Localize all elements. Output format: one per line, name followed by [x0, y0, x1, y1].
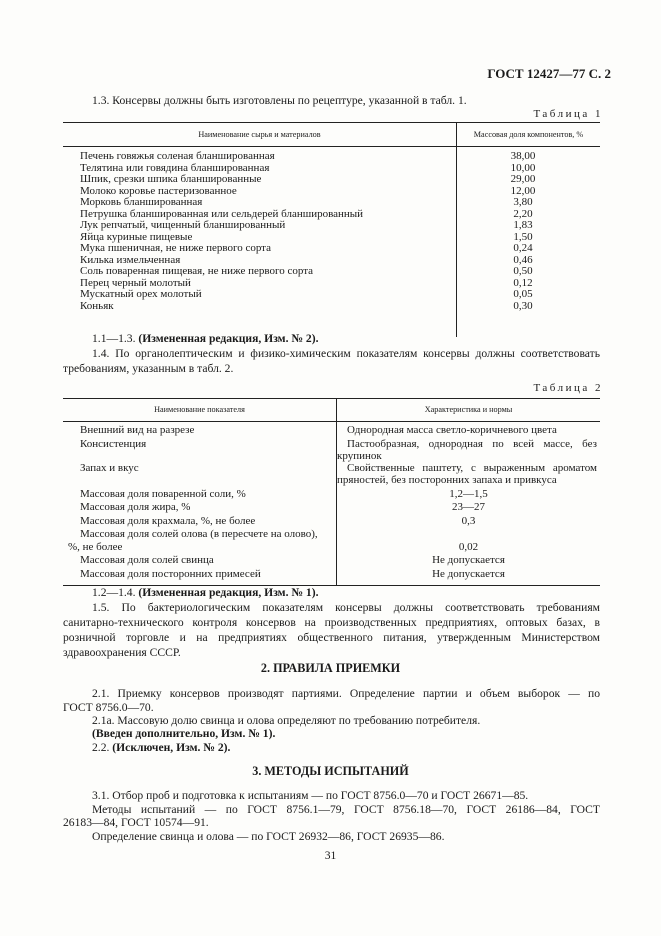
amendment-note-1-text: (Измененная редакция, Изм. № 2).	[138, 332, 319, 345]
table1-row-name: Морковь бланшированная	[80, 196, 203, 208]
table2-row-name: Массовая доля поваренной соли, %	[80, 487, 246, 500]
paragraph-2-2-number: 2.2.	[92, 741, 110, 754]
amendment-note-2-1a: (Введен дополнительно, Изм. № 1).	[92, 727, 276, 740]
table1-row-name: Шпик, срезки шпика бланшированные	[80, 173, 262, 185]
table2-row-value: Не допускается	[432, 567, 505, 580]
table1-row-value: 1,50	[513, 230, 533, 243]
table1-row-value: 12,00	[510, 184, 536, 197]
table1-row-value: 29,00	[510, 173, 536, 185]
table1-top-rule	[63, 122, 600, 123]
paragraph-2-2-text: (Исключен, Изм. № 2).	[112, 741, 231, 754]
paragraph-lead-tin: Определение свинца и олова — по ГОСТ 26932—86, ГОСТ 26935—86.	[92, 830, 445, 843]
table1-row-name: Печень говяжья соленая бланшированная	[80, 150, 275, 162]
table1-row-value: 1,83	[513, 219, 533, 231]
paragraph-1-5-line2: санитарно-технического контроля консервов на производственных предприятиях, оптовых базах, в	[63, 616, 600, 629]
table1-column-divider	[456, 122, 457, 337]
table1-row-name: Перец черный молотый	[80, 276, 191, 289]
table2-row-name: Массовая доля солей олова (в пересчете на олово),	[80, 528, 318, 540]
paragraph-methods-line2: 26183—84, ГОСТ 10574—91.	[63, 816, 209, 829]
table1-col-header-value: Массовая доля компонентов, %	[473, 130, 584, 139]
table1-row-value: 0,05	[513, 288, 533, 300]
paragraph-1-5-line1	[63, 600, 600, 615]
table1-caption: Таблица 1	[533, 108, 603, 120]
table2-col-header-value: Характеристика и нормы	[424, 405, 513, 414]
amendment-note-1	[92, 331, 318, 346]
document-header: ГОСТ 12427—77 С. 2	[487, 66, 611, 81]
section-3-title: 3. МЕТОДЫ ИСПЫТАНИЙ	[252, 764, 409, 778]
page-number: 31	[324, 849, 337, 862]
table2-row-value: Свойственные паштету, с выраженным ароматом	[347, 462, 597, 474]
table1-row-value: 2,20	[513, 207, 533, 220]
table2-row-name: Массовая доля жира, %	[80, 501, 191, 513]
table1-row-value: 10,00	[510, 161, 536, 174]
table1-row-name: Яйца куриные пищевые	[80, 230, 193, 243]
paragraph-2-1-text: 2.1. Приемку консервов производят партиями. Определение партии и объем выборок — по	[92, 687, 600, 700]
paragraph-1-5-line4: здравоохранения СССР.	[63, 646, 181, 659]
table1-row-name: Мука пшеничная, не ниже первого сорта	[80, 242, 272, 254]
table1-col-header-name: Наименование сырья и материалов	[198, 130, 321, 139]
table2-row-name: Консистенция	[80, 438, 147, 450]
table1-row-name: Мускатный орех молотый	[80, 288, 202, 300]
table2-row-value-cont: пряностей, без посторонних запаха и привкуса	[337, 474, 557, 486]
table1-row-name: Коньяк	[80, 299, 114, 312]
table1-row-name: Телятина или говядина бланшированная	[80, 161, 270, 174]
table1-row-value: 0,12	[513, 276, 533, 289]
table2-row-value: 1,2—1,5	[449, 487, 488, 500]
table1-row-name: Килька измельченная	[80, 253, 181, 266]
table1-row-value: 0,24	[513, 242, 533, 254]
table2-row-value: 23—27	[452, 501, 485, 513]
table2-row-value: Однородная масса светло-коричневого цвета	[347, 424, 557, 436]
table1-row-value: 3,80	[513, 196, 533, 208]
paragraph-2-1-line1	[63, 686, 600, 701]
paragraph-methods-text: Методы испытаний — по ГОСТ 8756.1—79, ГОСТ 8756.18—70, ГОСТ 26186—84, ГОСТ	[92, 803, 600, 816]
paragraph-2-1a: 2.1а. Массовую долю свинца и олова определяют по требованию потребителя.	[92, 714, 481, 727]
table1-row-name: Петрушка бланшированная или сельдерей бланшированный	[80, 207, 364, 220]
amendment-note-2-number: 1.2—1.4.	[92, 586, 136, 599]
table2-row-value: Пастообразная, однородная по всей массе, без	[347, 438, 597, 450]
table2-header-rule	[63, 421, 600, 422]
table2-col-header-name: Наименование показателя	[154, 405, 245, 414]
amendment-note-2-text: (Измененная редакция, Изм. № 1).	[138, 586, 319, 599]
table2-caption: Таблица 2	[533, 382, 603, 394]
table1-header-rule	[63, 146, 600, 147]
table1-row-value: 0,50	[513, 265, 533, 277]
table1-row-value: 0,30	[513, 299, 533, 312]
table2-row-name: Запах и вкус	[80, 462, 139, 474]
paragraph-1-4-text: 1.4. По органолептическим и физико-химическим показателям консервы должны соответствовать	[92, 347, 600, 360]
table2-row-value: Не допускается	[432, 554, 505, 566]
table2-top-rule	[63, 398, 600, 399]
table2-row-value: 0,3	[461, 514, 476, 527]
table1-row-name: Молоко коровье пастеризованное	[80, 184, 237, 197]
table1-row-value: 0,46	[513, 253, 533, 266]
paragraph-2-2	[92, 740, 230, 755]
table1-row-name: Соль поваренная пищевая, не ниже первого сорта	[80, 265, 314, 277]
paragraph-1-4-line1	[63, 346, 600, 361]
table2-row-name: Массовая доля солей свинца	[80, 554, 214, 566]
table1-row-name: Лук репчатый, чищенный бланшированный	[80, 219, 286, 231]
table2-row-value-cont: крупинок	[337, 449, 382, 462]
paragraph-1-5-text: 1.5. По бактериологическим показателям консервы должны соответствовать требованиям	[92, 601, 600, 614]
paragraph-2-1-line2: ГОСТ 8756.0—70.	[63, 701, 154, 714]
paragraph-3-1: 3.1. Отбор проб и подготовка к испытаниям — по ГОСТ 8756.0—70 и ГОСТ 26671—85.	[92, 789, 529, 802]
table2-row-name-cont: %, не более	[68, 540, 123, 553]
amendment-note-2	[92, 585, 318, 600]
table2-row-name: Внешний вид на разрезе	[80, 424, 195, 436]
amendment-note-1-number: 1.1—1.3.	[92, 332, 136, 345]
table2-row-name: Массовая доля крахмала, %, не более	[80, 514, 256, 527]
table1-row-value: 38,00	[510, 150, 536, 162]
section-2-title: 2. ПРАВИЛА ПРИЕМКИ	[260, 661, 401, 675]
paragraph-1-5-line3: розничной торговле и на предприятиях общественного питания, утвержденным Министерством	[63, 631, 600, 644]
table2-row-name: Массовая доля посторонних примесей	[80, 567, 261, 580]
table2-row-value: 0,02	[458, 540, 479, 553]
paragraph-1-4-line2: требованиям, указанным в табл. 2.	[63, 362, 234, 375]
paragraph-1-3: 1.3. Консервы должны быть изготовлены по рецептуре, указанной в табл. 1.	[92, 94, 467, 107]
